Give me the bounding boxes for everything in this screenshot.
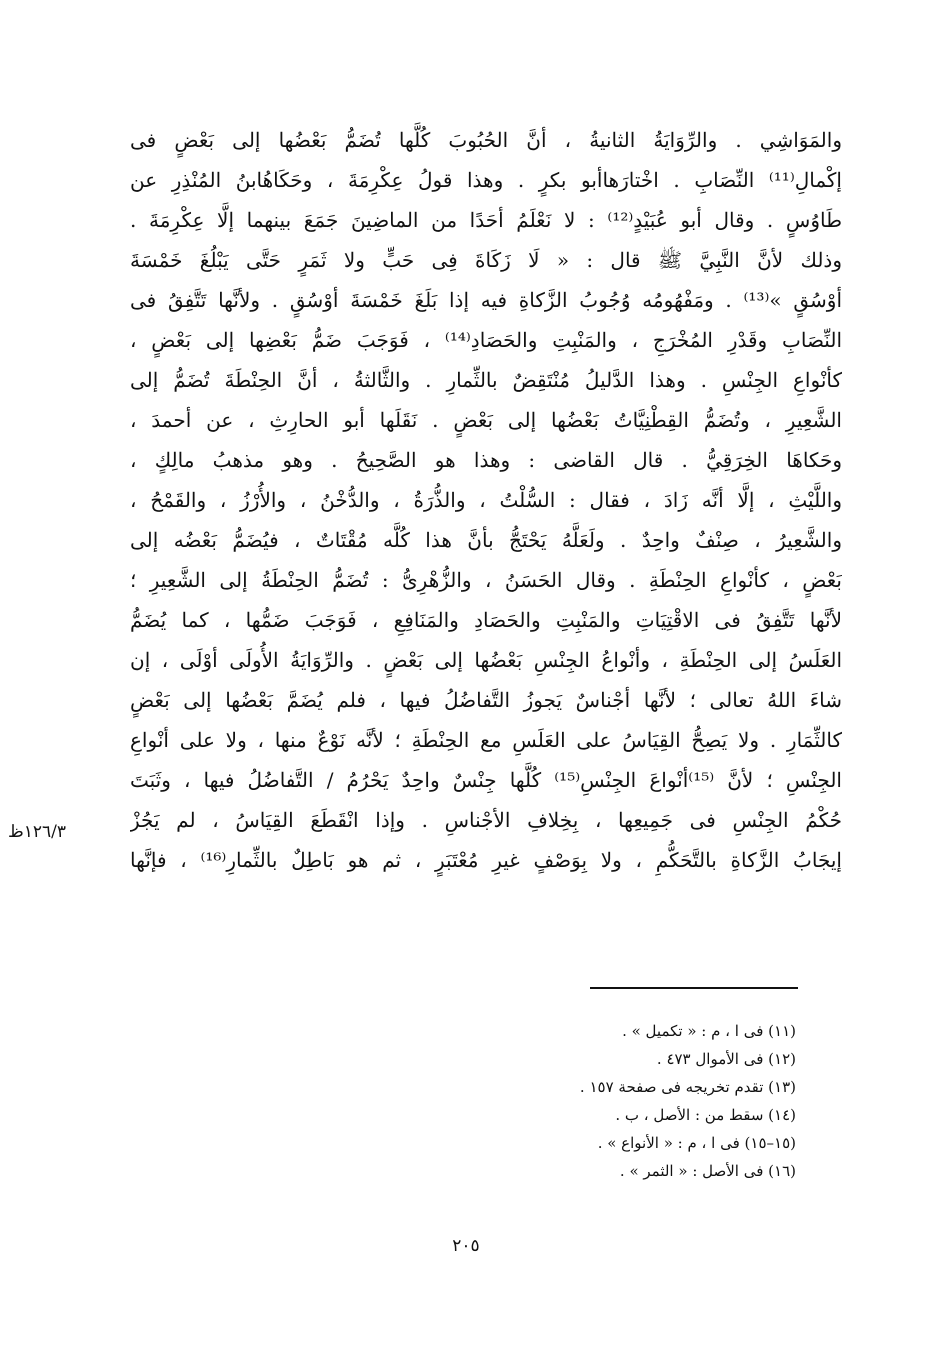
- footnote: (١٥–١٥) فى ا ، م : « الأنواع » .: [597, 1134, 796, 1152]
- text-line: واللَّيْثِ ، إلَّا أنَّه زَادَ ، فقال : السُّلْتُ ، والذُّرَةُ ، والدُّخْنُ ، والأُرْزُ ، والقَمْحُ ،: [130, 488, 842, 512]
- text-line: والشَّعِيرُ ، صِنْفٌ واحِدٌ . ولَعَلَّهُ يَحْتَجُّ بأنَّ هذا كُلَّه مُقْتَاتٌ ، فيُضَمُّ بَعْضُه إلى: [130, 528, 842, 552]
- text-line: والمَوَاشِي . والرِّوَايَةُ الثانيةُ ، أنَّ الحُبُوبَ كُلَّها تُضَمُّ بَعْضُها إلى بَعْضٍ فى: [130, 128, 842, 152]
- text-line: شاءَ اللهُ تعالى ؛ لأنَّها أجْناسٌ يَجوزُ التَّفاضُلُ فيها ، فلم يُضَمَّ بَعْضُها إلى بَعْضٍ: [130, 688, 842, 712]
- text-line: إكْمالِ⁽¹¹⁾ النِّصَابِ . اخْتارَهاأبو بكرٍ . وهذا قولُ عِكْرِمَةَ ، وحَكَاهُابنُ المُنْذِرِ عن: [130, 168, 842, 192]
- footnote: (١٣) تقدم تخريجه فى صفحة ١٥٧ .: [579, 1078, 796, 1096]
- text-line: كالثِّمَارِ . ولا يَصِحُّ القِيَاسُ على العَلَسِ مع الحِنْطَةِ ؛ لأنَّه نَوْعٌ منها ، ولا على أنْواعِ: [130, 728, 842, 752]
- text-line: وحَكاهَا الخِرَقِيُّ . قال القاضى : وهذا هو الصَّحِيحُ . وهو مذهبُ مالِكٍ ،: [130, 448, 842, 472]
- text-line: وذلك لأنَّ النَّبِيَّ ﷺ قال : « لَا زَكَاةَ فِى حَبٍّ ولا ثَمَرٍ حَتَّى يَبْلُغَ خَمْسَةَ: [130, 248, 842, 272]
- footnote: (١٦) فى الأصل : « الثمر » .: [619, 1162, 796, 1180]
- text-line: بَعْضٍ ، كأنْواعِ الحِنْطَةِ . وقال الحَسَنُ ، والزُّهْرِىُّ : تُضَمُّ الحِنْطَةُ إلى الشَّعِيرِ ؛: [130, 568, 842, 592]
- text-line: النِّصَابِ وقَدْرِ المُخْرَجِ ، والمَنْبِتِ والحَصَادِ⁽¹⁴⁾ ، فَوَجَبَ ضَمُّ بَعْضِها إلى بَعْضٍ ،: [130, 328, 842, 352]
- text-line: طَاوُسٍ . وقال أبو عُبَيْدٍ⁽¹²⁾ : لا نَعْلَمُ أحَدًا من الماضِينَ جَمَعَ بينهما إلَّا عِكْرِمَةَ .: [130, 208, 842, 232]
- text-line: الجِنْسِ ؛ لأنَّ ⁽¹⁵⁾أنْواعَ الجِنْسِ⁽¹⁵⁾ كُلَّها جِنْسٌ واحِدٌ يَحْرُمُ / التَّفاضُلُ فيها ، وثَبَتَ: [130, 768, 842, 792]
- footnote-separator: [590, 987, 798, 989]
- text-line: العَلَسُ إلى الحِنْطَةِ ، وأنْواعُ الجِنْسِ بَعْضُها إلى بَعْضٍ . والرِّوَايَةُ الأُولَى أوْلَى ، إن: [130, 648, 842, 672]
- text-line: إيجَابُ الزَّكاةِ بالتَّحَكُّمِ ، ولا بِوَصْفٍ غيرِ مُعْتَبَرٍ ، ثم هو بَاطِلٌ بالثِّمارِ⁽¹⁶⁾ ، فإنَّها: [130, 848, 842, 872]
- text-line: أوْسُقٍ »⁽¹³⁾ . ومَفْهُومُه وُجُوبُ الزَّكاةِ فيه إذا بَلَغَ خَمْسَةَ أوْسُقٍ . ولأنَّها تَتَّفِقُ فى: [130, 288, 842, 312]
- text-line: الشَّعِيرِ ، وتُضَمُّ القِطْنِيَّاتُ بَعْضُها إلى بَعْضٍ . نَقَلَها أبو الحارِثِ ، عن أحمدَ ،: [130, 408, 842, 432]
- text-line: كأنْواعِ الجِنْسِ . وهذا الدَّليلُ مُنْتَقِضٌ بالثِّمارِ . والثَّالثةُ ، أنَّ الحِنْطَةَ تُضَمُّ إلى: [130, 368, 842, 392]
- page-number: ٢٠٥: [452, 1236, 480, 1256]
- text-line: حُكْمُ الجِنْسِ فى جَمِيعِها ، بِخِلافِ الأجْناسِ . وإذا انْقَطَعَ القِيَاسُ ، لم يَجُزْ: [130, 808, 842, 832]
- manuscript-folio-note: ١٢٦/٣ظ: [8, 822, 66, 842]
- footnote: (١٤) سقط من : الأصل ، ب .: [615, 1106, 796, 1124]
- text-line: لأنَّها تَتَّفِقُ فى الاقْتِيَاتِ والمَنْبِتِ والحَصَادِ والمَنَافِعِ ، فَوَجَبَ ضَمُّها ، كما يُضَمُّ: [130, 608, 842, 632]
- footnote: (١١) فى ا ، م : « تكميل » .: [622, 1022, 796, 1040]
- footnote: (١٢) فى الأموال ٤٧٣ .: [656, 1050, 796, 1068]
